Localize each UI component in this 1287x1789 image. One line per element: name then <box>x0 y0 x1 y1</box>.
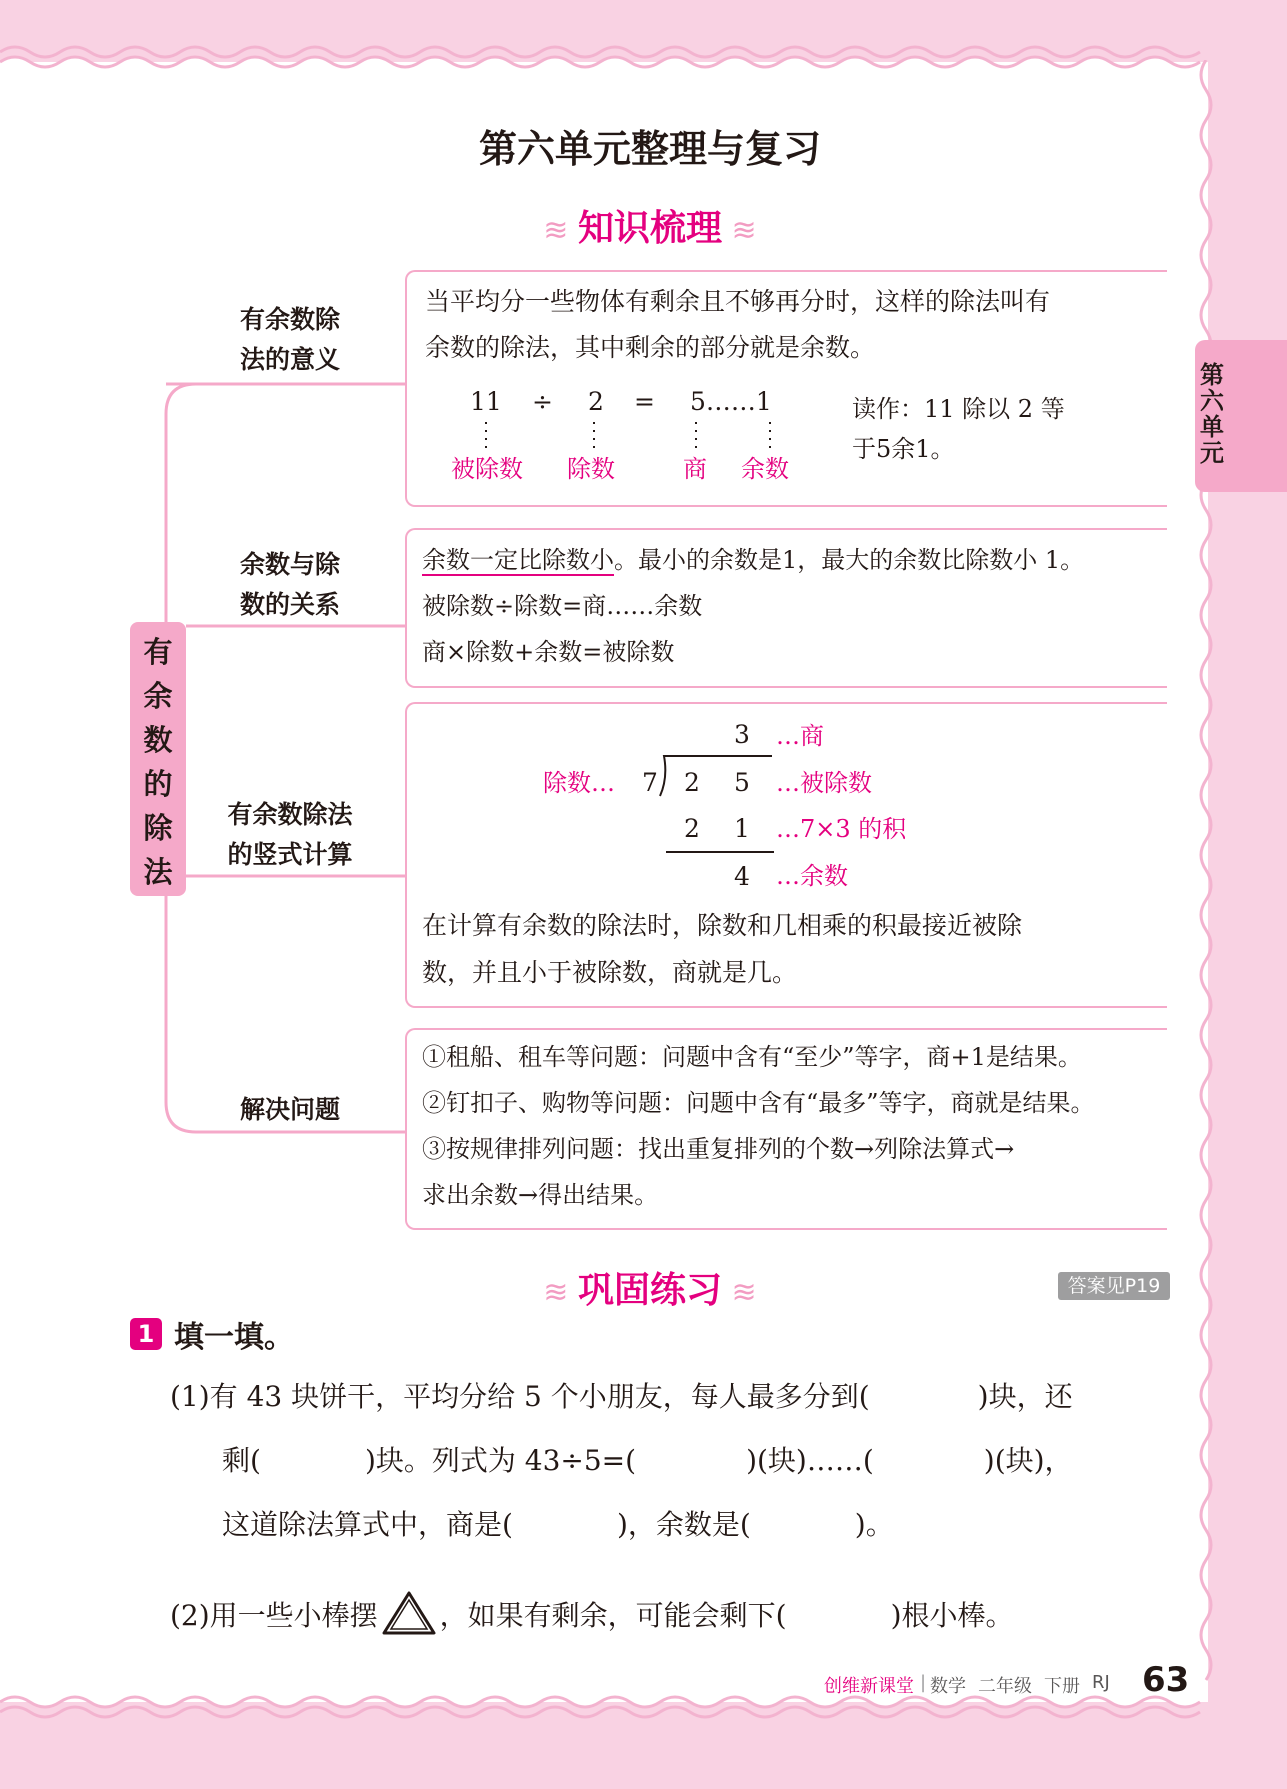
wave-ornament-icon: ≋ <box>543 213 578 248</box>
branch-label-line: 有余数除 <box>239 305 340 334</box>
question-number-badge: 1 <box>130 1318 162 1350</box>
footer-brand: 创维新课堂 <box>824 1676 914 1697</box>
footer-edition: RJ <box>1092 1672 1110 1693</box>
text-segment: )。 <box>854 1508 894 1541</box>
bottom-wave-border <box>0 1690 1215 1724</box>
label-remainder: 余数 <box>741 455 789 483</box>
box3-line1: 在计算有余数的除法时，除数和几相乘的积最接近被除 <box>422 911 1023 940</box>
wave-ornament-icon: ≋ <box>543 1275 578 1310</box>
box3-line2: 数，并且小于被除数，商就是几。 <box>422 958 798 987</box>
calc-divisor-label: 除数… <box>543 769 615 797</box>
text-segment: (1)有 43 块饼干，平均分给 5 个小朋友，每人最多分到( <box>170 1380 870 1413</box>
branch-label-meaning <box>195 300 385 380</box>
box4-line4: 求出余数→得出结果。 <box>422 1181 659 1209</box>
calc-quotient-label: …商 <box>776 722 824 750</box>
text-segment: 这道除法算式中，商是( <box>222 1508 513 1541</box>
branch-label-line: 数的关系 <box>239 590 340 619</box>
eq-result: 5……1 <box>690 387 772 416</box>
wave-ornament-icon: ≋ <box>722 1275 757 1310</box>
eq-div-sign: ÷ <box>532 387 553 416</box>
box2-line1 <box>422 537 1084 583</box>
text-segment: )块，还 <box>977 1380 1073 1413</box>
box2-key-fact: 余数一定比除数小 <box>422 546 614 574</box>
label-dividend: 被除数 <box>451 455 523 483</box>
read-as-line1: 读作：11 除以 2 等 <box>852 395 1065 423</box>
box4-line3: ③按规律排列问题：找出重复排列的个数→列除法算式→ <box>422 1135 1015 1163</box>
branch-label-line: 有余数除法 <box>227 800 353 829</box>
calc-product-ones: 1 <box>734 814 750 843</box>
box2-line3: 商×除数+余数=被除数 <box>422 638 675 666</box>
branch-label-line: 余数与除 <box>239 550 340 579</box>
box1-line2: 余数的除法，其中剩余的部分就是余数。 <box>425 333 876 362</box>
calc-product-tens: 2 <box>684 814 700 843</box>
box2-line2: 被除数÷除数=商……余数 <box>422 592 703 620</box>
calc-divisor: 7 <box>642 768 658 797</box>
section-knowledge-title: 知识梳理 <box>577 208 722 249</box>
branch-label-problems <box>195 1090 385 1130</box>
center-node: 有余数的除法 <box>130 622 186 896</box>
read-as-line2: 于5余1。 <box>852 435 955 463</box>
page-number: 63 <box>1142 1660 1190 1700</box>
page-title: 第六单元整理与复习 <box>478 127 821 171</box>
box4-line2: ②钉扣子、购物等问题：问题中含有“最多”等字，商就是结果。 <box>422 1089 1095 1117</box>
footer-divider: | <box>920 1672 927 1693</box>
wave-ornament-icon: ≋ <box>722 213 757 248</box>
branch-label-line: 法的意义 <box>239 345 340 374</box>
text-segment: ，如果有剩余，可能会剩下( <box>439 1599 787 1632</box>
text-segment: )(块)……( <box>746 1444 874 1477</box>
calc-remainder: 4 <box>734 862 750 891</box>
branch-label-relation <box>195 545 385 625</box>
problem1-line3 <box>222 1503 894 1543</box>
calc-dividend-ones: 5 <box>734 768 750 797</box>
branch-label-line: 的竖式计算 <box>227 840 353 869</box>
problem2-line <box>170 1589 1014 1637</box>
calc-remainder-label: …余数 <box>776 862 848 890</box>
text-segment: (2)用一些小棒摆 <box>170 1599 378 1632</box>
division-bracket <box>656 752 776 802</box>
section-practice-title: 巩固练习 <box>577 1270 722 1311</box>
eq-divisor: 2 <box>588 387 604 416</box>
branch-label-line: 解决问题 <box>239 1095 340 1124</box>
label-divisor: 除数 <box>567 455 615 483</box>
box4-line1: ①租船、租车等问题：问题中含有“至少”等字，商+1是结果。 <box>422 1043 1082 1071</box>
footer-term: 下册 <box>1044 1676 1080 1697</box>
calc-quotient: 3 <box>734 720 750 749</box>
stick-triangle-icon <box>380 1589 438 1637</box>
box2-line1-rest: 。最小的余数是1，最大的余数比除数小 1。 <box>614 546 1085 574</box>
text-segment: )，余数是( <box>616 1508 751 1541</box>
footer-grade: 二年级 <box>978 1676 1032 1697</box>
unit-side-tab-label: 第六单元 <box>1200 361 1224 467</box>
footer-subject: 数学 <box>930 1676 966 1697</box>
text-segment: )块。列式为 43÷5=( <box>364 1444 637 1477</box>
problem1-line1 <box>170 1375 1073 1415</box>
question-title: 填一填。 <box>174 1320 294 1355</box>
eq-dividend: 11 <box>470 387 502 416</box>
text-segment: 剩( <box>222 1444 261 1477</box>
box1-line1: 当平均分一些物体有剩余且不够再分时，这样的除法叫有 <box>425 287 1051 316</box>
eq-equals-sign: = <box>634 387 655 416</box>
problem1-line2 <box>222 1439 1073 1479</box>
calc-product-label: …7×3 的积 <box>776 815 907 843</box>
label-quotient: 商 <box>683 455 707 483</box>
answer-reference-badge: 答案见P19 <box>1058 1272 1170 1300</box>
branch-label-vertical <box>195 795 385 875</box>
calc-dividend-tens: 2 <box>684 768 700 797</box>
calc-subtract-line <box>666 851 774 853</box>
calc-dividend-label: …被除数 <box>776 769 872 797</box>
text-segment: )(块)， <box>983 1444 1073 1477</box>
text-segment: )根小棒。 <box>890 1599 1014 1632</box>
